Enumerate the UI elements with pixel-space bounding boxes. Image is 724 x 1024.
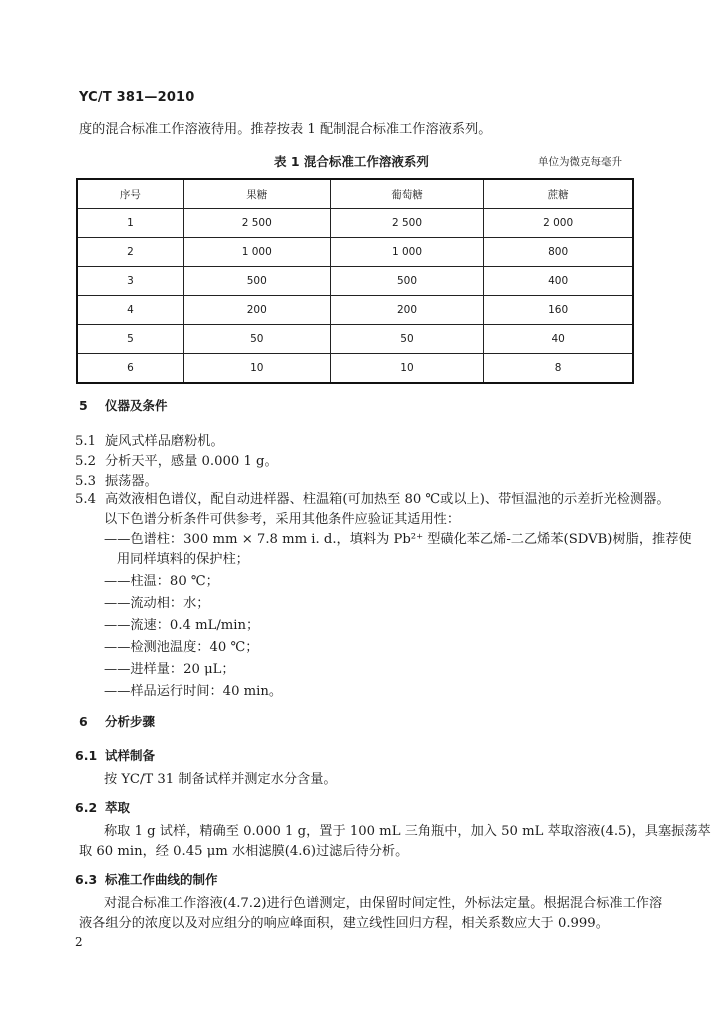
conditions-intro: 以下色谱分析条件可供参考，采用其他条件应验证其适用性： xyxy=(104,512,461,527)
table-cell: 400 xyxy=(484,267,633,296)
subsection-title: 试样制备 xyxy=(105,748,156,763)
table-row xyxy=(77,354,633,384)
table-cell: 10 xyxy=(330,354,484,384)
section-5-heading xyxy=(79,396,168,414)
table-cell: 2 500 xyxy=(330,209,484,238)
table-header-row xyxy=(77,179,633,209)
table-cell: 500 xyxy=(330,267,484,296)
condition-cell-temp: ——检测池温度：40 ℃； xyxy=(104,640,259,655)
subsection-6-1-heading xyxy=(75,746,155,764)
condition-flow-rate: ——流速：0.4 mL/min； xyxy=(104,618,260,633)
subsection-title: 标准工作曲线的制作 xyxy=(105,872,218,887)
table-row xyxy=(77,267,633,296)
subsection-6-1-text: 按 YC/T 31 制备试样并测定水分含量。 xyxy=(104,772,337,787)
condition-injection-volume: ——进样量：20 μL； xyxy=(104,662,235,677)
subsection-title: 萃取 xyxy=(105,800,131,815)
col-header-fructose: 果糖 xyxy=(183,179,330,209)
table-cell: 200 xyxy=(183,296,330,325)
table-row xyxy=(77,238,633,267)
col-header-glucose: 葡萄糖 xyxy=(330,179,484,209)
table-cell: 8 xyxy=(484,354,633,384)
table-cell: 50 xyxy=(183,325,330,354)
table-cell: 50 xyxy=(330,325,484,354)
subsection-6-2-text-line-1: 称取 1 g 试样，精确至 0.000 1 g，置于 100 mL 三角瓶中，加入 50 mL 萃取溶液(4.5)，具塞振荡萃 xyxy=(104,824,711,839)
item-text: 高效液相色谱仪，配自动进样器、柱温箱(可加热至 80 ℃或以上)、带恒温池的示差折光检测器。 xyxy=(105,492,670,507)
table-cell: 3 xyxy=(77,267,183,296)
table-cell: 2 xyxy=(77,238,183,267)
table-cell: 40 xyxy=(484,325,633,354)
standard-header: YC/T 381—2010 xyxy=(79,90,195,105)
item-number: 5.3 xyxy=(75,474,96,489)
table-row xyxy=(77,209,633,238)
item-text: 振荡器。 xyxy=(105,474,158,489)
table-caption: 表 1 混合标准工作溶液系列 xyxy=(274,154,429,169)
section-title: 分析步骤 xyxy=(105,714,156,729)
subsection-number: 6.2 xyxy=(75,800,98,815)
item-5-1 xyxy=(75,432,224,452)
col-header-sucrose: 蔗糖 xyxy=(484,179,633,209)
subsection-6-3-text-line-2: 液各组分的浓度以及对应组分的响应峰面积，建立线性回归方程，相关系数应大于 0.999。 xyxy=(79,916,609,931)
subsection-6-3-heading xyxy=(75,870,218,888)
intro-paragraph: 度的混合标准工作溶液待用。推荐按表 1 配制混合标准工作溶液系列。 xyxy=(79,122,492,137)
table-cell: 160 xyxy=(484,296,633,325)
condition-column-temp: ——柱温：80 ℃； xyxy=(104,574,219,589)
table-row xyxy=(77,325,633,354)
condition-run-time: ——样品运行时间：40 min。 xyxy=(104,684,283,699)
section-6-heading xyxy=(79,712,155,730)
table-cell: 1 000 xyxy=(183,238,330,267)
item-text: 分析天平，感量 0.000 1 g。 xyxy=(105,454,278,469)
table-cell: 500 xyxy=(183,267,330,296)
item-text: 旋风式样品磨粉机。 xyxy=(105,434,224,449)
table-row xyxy=(77,296,633,325)
subsection-number: 6.3 xyxy=(75,872,98,887)
table-cell: 4 xyxy=(77,296,183,325)
subsection-6-2-heading xyxy=(75,798,130,816)
item-number: 5.4 xyxy=(75,492,96,507)
table-cell: 6 xyxy=(77,354,183,384)
condition-column: ——色谱柱：300 mm × 7.8 mm i. d.，填料为 Pb²⁺ 型磺化苯乙烯-二乙烯苯(SDVB)树脂，推荐使 xyxy=(104,532,692,547)
page-number: 2 xyxy=(75,935,83,949)
table-cell: 10 xyxy=(183,354,330,384)
item-number: 5.2 xyxy=(75,454,96,469)
section-number: 6 xyxy=(79,714,88,729)
table-unit-note: 单位为微克每毫升 xyxy=(538,156,622,168)
table-cell: 2 000 xyxy=(484,209,633,238)
section-title: 仪器及条件 xyxy=(105,398,168,413)
item-5-3 xyxy=(75,472,158,492)
subsection-number: 6.1 xyxy=(75,748,98,763)
section-number: 5 xyxy=(79,398,88,413)
table-cell: 800 xyxy=(484,238,633,267)
col-header-index: 序号 xyxy=(77,179,183,209)
item-5-2 xyxy=(75,452,278,472)
table-cell: 1 xyxy=(77,209,183,238)
table-cell: 5 xyxy=(77,325,183,354)
table-cell: 1 000 xyxy=(330,238,484,267)
condition-column-cont: 用同样填料的保护柱； xyxy=(117,552,249,567)
item-number: 5.1 xyxy=(75,434,96,449)
subsection-6-2-text-line-2: 取 60 min，经 0.45 μm 水相滤膜(4.6)过滤后待分析。 xyxy=(79,844,409,859)
table-cell: 2 500 xyxy=(183,209,330,238)
item-5-4 xyxy=(75,490,670,510)
subsection-6-3-text-line-1: 对混合标准工作溶液(4.7.2)进行色谱测定，由保留时间定性，外标法定量。根据混合标准工作溶 xyxy=(104,896,663,911)
mixed-standard-table xyxy=(76,178,634,384)
condition-mobile-phase: ——流动相：水； xyxy=(104,596,210,611)
table-cell: 200 xyxy=(330,296,484,325)
